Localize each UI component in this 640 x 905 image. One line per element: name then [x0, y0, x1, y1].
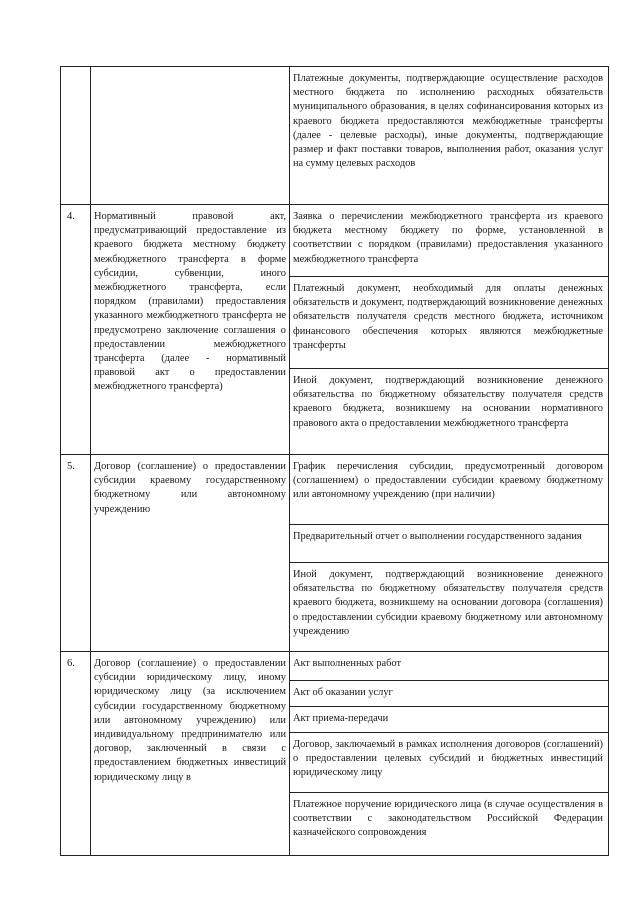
document-text: Акт приема-передачи: [293, 713, 389, 724]
row-continued-document-cell: [293, 72, 603, 171]
document-text: График перечисления субсидии, предусмотренный договором (соглашением) о предоставлении субсидии краевому бюджетному или автономному учреждению (при наличии): [293, 461, 603, 501]
document-text: Заявка о перечислении межбюджетного трансферта из краевого бюджета местному бюджету по форме, установленной в соответствии с порядком (правилами) предоставления указанного межбюджетного трансферта: [293, 211, 603, 265]
required-document-cell: [293, 568, 603, 639]
subrow-divider: [289, 276, 609, 277]
required-document-cell: [293, 374, 603, 431]
basis-text: Нормативный правовой акт, предусматривающий предоставление из краевого бюджета местному бюджету межбюджетного трансферта в форме субсидии, субвенции, иного межбюджетного трансферта, если порядком (правилами) предоставления указанного межбюджетного трансферта не предусмотрено заключение соглашения о предоставлении межбюджетного трансферта (далее - нормативный правовой акт о предоставлении межбюджетного трансферта): [94, 211, 286, 393]
required-document-cell: [293, 530, 603, 544]
row-divider-5: [60, 454, 609, 455]
basis-document-cell: [94, 210, 286, 395]
subrow-divider: [289, 680, 609, 681]
document-text: Иной документ, подтверждающий возникновение денежного обязательства по бюджетному обязательству получателя средств краевого бюджета, возникшему на основании нормативного правового акта о предоставлении межбюджетного трансферта: [293, 375, 603, 429]
row-divider-6: [60, 651, 609, 652]
document-text: Договор, заключаемый в рамках исполнения договоров (соглашений) о предоставлении целевых субсидий и бюджетных инвестиций юридическому лицу: [293, 739, 603, 779]
required-document-cell: [293, 686, 603, 700]
basis-text: Договор (соглашение) о предоставлении субсидии краевому государственному бюджетному или автономному учреждению: [94, 461, 286, 515]
required-document-cell: [293, 798, 603, 854]
table-top-border: [60, 66, 609, 67]
subrow-divider: [289, 562, 609, 563]
document-text: Платежное поручение юридического лица (в случае осуществления в соответствии с законодательством Российской Федерации казначейского сопровождения: [293, 799, 603, 839]
col-divider-1: [90, 66, 91, 855]
required-document-cell: [293, 282, 603, 353]
subrow-divider: [289, 792, 609, 793]
basis-text: Договор (соглашение) о предоставлении субсидии юридическому лицу, иному юридическому лицу (за исключением субсидии государственному бюджетному или автономному учреждению) или индивидуальному предпринимателю или договор, заключенный в связи с предоставлением бюджетных инвестиций юридическому лицу в: [94, 658, 286, 783]
required-document-cell: [293, 210, 603, 267]
subrow-divider: [289, 732, 609, 733]
document-text: Акт выполненных работ: [293, 658, 402, 669]
row-number: 4.: [67, 211, 75, 222]
document-text: Предварительный отчет о выполнении государственного задания: [293, 531, 582, 542]
table-bottom-border: [60, 855, 609, 856]
required-document-cell: [293, 738, 603, 781]
basis-document-cell: [94, 460, 286, 517]
subrow-divider: [289, 706, 609, 707]
row-number: 6.: [67, 658, 75, 669]
subrow-divider: [289, 524, 609, 525]
document-text: Иной документ, подтверждающий возникновение денежного обязательства по бюджетному обязательству получателя средств краевого бюджета, возникшему на основании договора (соглашения) о предоставлении субсидии краевому бюджетному или автономному учреждению: [293, 569, 603, 637]
required-document-cell: [293, 712, 603, 726]
subrow-divider: [289, 368, 609, 369]
table-left-border: [60, 66, 61, 855]
col-divider-2: [289, 66, 290, 855]
required-document-cell: [293, 657, 603, 671]
required-document-cell: [293, 460, 603, 503]
document-text: Платежные документы, подтверждающие осуществление расходов местного бюджета по исполнению расходных обязательств муниципального образования, в целях софинансирования которых из краевого бюджета предоставляются межбюджетные трансферты (далее - целевые расходы), иные документы, подтверждающие размер и факт поставки товаров, выполнения работ, оказания услуг на сумму целевых расходов: [293, 73, 603, 170]
basis-document-cell: [94, 657, 286, 785]
document-text: Акт об оказании услуг: [293, 687, 393, 698]
table-right-border: [608, 66, 609, 855]
document-text: Платежный документ, необходимый для оплаты денежных обязательств и документ, подтверждающий возникновение денежных обязательств получателя средств местного бюджета, источником финансового обеспечения которых являются межбюджетные трансферты: [293, 283, 603, 351]
row-divider-4: [60, 204, 609, 205]
row-number: 5.: [67, 461, 75, 472]
